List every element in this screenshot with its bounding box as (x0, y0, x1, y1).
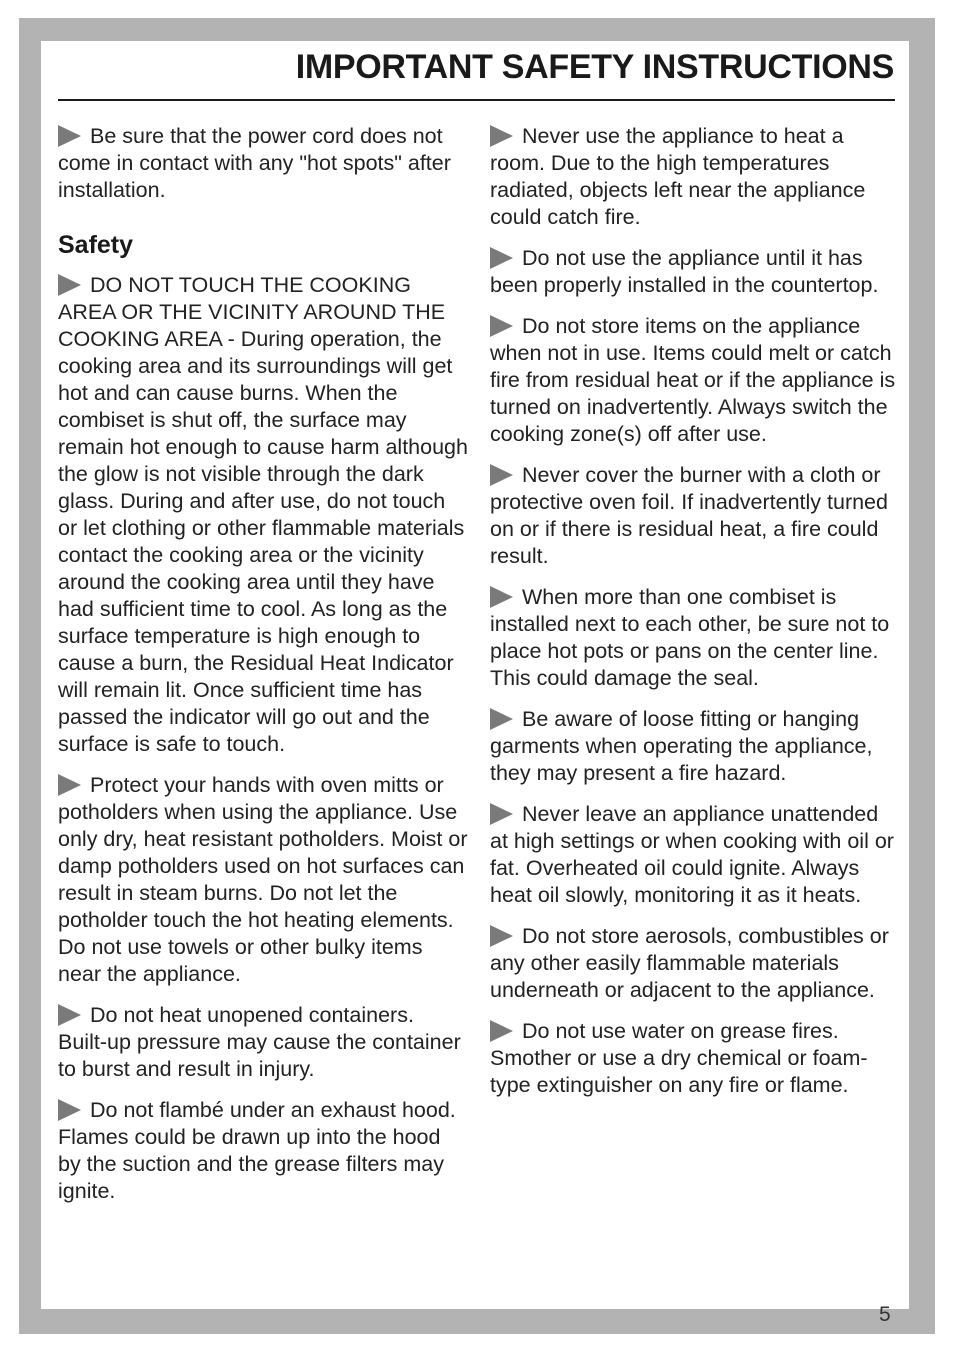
instruction-item (490, 123, 898, 231)
instruction-text: Do not flambé under an exhaust hood. Flames could be drawn up into the hood by the suction and the grease filters may ignite. (58, 1098, 456, 1203)
triangle-arrow-right-icon (58, 125, 81, 147)
instruction-item (58, 272, 468, 758)
left-column (58, 123, 468, 1219)
instruction-text: Never leave an appliance unattended at high settings or when cooking with oil or fat. Overheated oil could ignite. Always heat oil slowly, monitoring it as it heats. (490, 802, 894, 907)
instruction-item (490, 462, 898, 570)
instruction-item (490, 801, 898, 909)
triangle-arrow-right-icon (58, 774, 81, 796)
instruction-text: DO NOT TOUCH THE COOKING AREA OR THE VICINITY AROUND THE COOKING AREA - During operation, the cooking area and its surroundings will get hot and can cause burns. When the combiset is shut off, the surface may remain hot enough to cause harm although the glow is not visible through the dark glass. During and after use, do not touch or let clothing or other flammable materials contact the cooking area or the vicinity around the cooking area until they have had sufficient time to cool. As long as the surface temperature is high enough to cause a burn, the Residual Heat Indicator will remain lit. Once sufficient time has passed the indicator will go out and the surface is safe to touch. (58, 273, 468, 756)
right-column (490, 123, 898, 1113)
instruction-item (490, 923, 898, 1004)
instruction-text: Do not use the appliance until it has been properly installed in the countertop. (490, 246, 879, 297)
instruction-item (58, 1097, 468, 1205)
instruction-text: Never cover the burner with a cloth or protective oven foil. If inadvertently turned on or if there is residual heat, a fire could result. (490, 463, 888, 568)
triangle-arrow-right-icon (490, 803, 513, 825)
section-heading-safety: Safety (58, 231, 134, 259)
instruction-item (58, 123, 468, 204)
instruction-text: Protect your hands with oven mitts or potholders when using the appliance. Use only dry, heat resistant potholders. Moist or damp potholders used on hot surfaces can result in steam burns. Do not let the potholder touch the hot heating elements. Do not use towels or other bulky items near the appliance. (58, 773, 468, 986)
page-title: IMPORTANT SAFETY INSTRUCTIONS (295, 48, 894, 86)
instruction-item (490, 1018, 898, 1099)
triangle-arrow-right-icon (490, 1020, 513, 1042)
instruction-text: Do not store aerosols, combustibles or any other easily flammable materials underneath or adjacent to the appliance. (490, 924, 889, 1002)
triangle-arrow-right-icon (490, 925, 513, 947)
instruction-item (490, 313, 898, 448)
instruction-text: Do not heat unopened containers. Built-up pressure may cause the container to burst and result in injury. (58, 1003, 461, 1081)
instruction-text: Be sure that the power cord does not come in contact with any "hot spots" after installation. (58, 124, 451, 202)
instruction-item (490, 584, 898, 692)
triangle-arrow-right-icon (58, 274, 81, 296)
page-number: 5 (879, 1303, 891, 1326)
triangle-arrow-right-icon (490, 125, 513, 147)
triangle-arrow-right-icon (58, 1004, 81, 1026)
triangle-arrow-right-icon (490, 586, 513, 608)
instruction-item (490, 706, 898, 787)
instruction-text: Do not store items on the appliance when not in use. Items could melt or catch fire from residual heat or if the appliance is turned on inadvertently. Always switch the cooking zone(s) off after use. (490, 314, 896, 446)
instruction-item (490, 245, 898, 299)
instruction-text: When more than one combiset is installed next to each other, be sure not to place hot pots or pans on the center line. This could damage the seal. (490, 585, 890, 690)
triangle-arrow-right-icon (490, 464, 513, 486)
triangle-arrow-right-icon (490, 315, 513, 337)
triangle-arrow-right-icon (58, 1099, 81, 1121)
instruction-text: Never use the appliance to heat a room. Due to the high temperatures radiated, objects left near the appliance could catch fire. (490, 124, 866, 229)
title-rule (58, 99, 895, 101)
instruction-text: Do not use water on grease fires. Smother or use a dry chemical or foam-type extinguisher on any fire or flame. (490, 1019, 868, 1097)
instruction-item (58, 772, 468, 988)
triangle-arrow-right-icon (490, 708, 513, 730)
instruction-text: Be aware of loose fitting or hanging garments when operating the appliance, they may present a fire hazard. (490, 707, 873, 785)
triangle-arrow-right-icon (490, 247, 513, 269)
instruction-item (58, 1002, 468, 1083)
